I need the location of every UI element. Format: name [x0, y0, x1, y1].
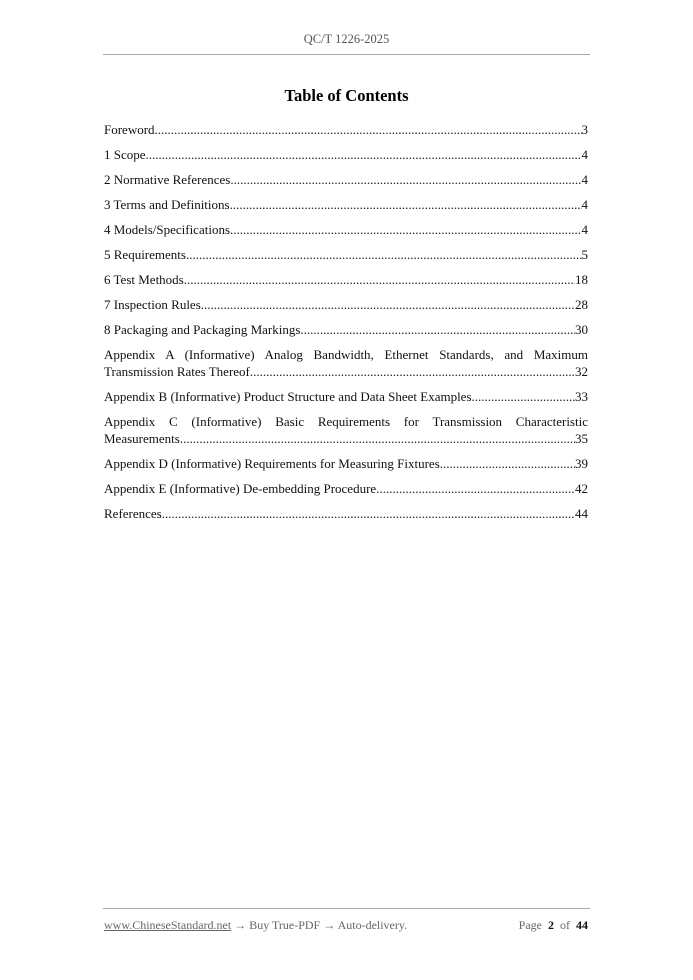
toc-entry-inspection-rules[interactable] [104, 296, 588, 313]
toc-entry-references[interactable] [104, 505, 588, 522]
toc-entry-title: 5 Requirements [104, 247, 186, 262]
current-page: 2 [548, 918, 554, 932]
footer-promo [104, 918, 407, 933]
toc-entry-page: 18 [575, 272, 588, 287]
toc-entry-page: 5 [581, 247, 588, 262]
leader-dots [186, 246, 582, 263]
toc-entry-title: References [104, 506, 162, 521]
total-pages: 44 [576, 918, 588, 932]
leader-dots [180, 430, 575, 447]
toc-entry-normative-references[interactable] [104, 171, 588, 188]
toc-entry-packaging-markings[interactable] [104, 321, 588, 338]
leader-dots [184, 271, 575, 288]
leader-dots [472, 388, 575, 405]
toc-entry-page: 35 [575, 431, 588, 446]
toc-entry-page: 4 [581, 147, 588, 162]
leader-dots [146, 146, 582, 163]
toc-entry-page: 4 [581, 222, 588, 237]
of-label: of [560, 918, 570, 932]
leader-dots [162, 505, 575, 522]
toc-entry-title-line1: Appendix A (Informative) Analog Bandwidth, Ethernet Standards, and Maximum [104, 347, 588, 362]
leader-dots [300, 321, 575, 338]
footer-tagline: → Buy True-PDF → Auto-delivery. [231, 918, 408, 932]
toc-entry-page: 39 [575, 456, 588, 471]
table-of-contents [104, 121, 588, 530]
toc-entry-title: 7 Inspection Rules [104, 297, 201, 312]
toc-entry-page: 30 [575, 322, 588, 337]
toc-entry-title: 2 Normative References [104, 172, 231, 187]
toc-entry-page: 4 [581, 197, 588, 212]
toc-entry-page: 33 [575, 389, 588, 404]
footer-divider [103, 908, 590, 909]
toc-entry-title: Appendix B (Informative) Product Structure and Data Sheet Examples [104, 389, 472, 404]
toc-entry-page: 3 [581, 122, 588, 137]
site-link[interactable]: www.ChineseStandard.net [104, 918, 232, 932]
toc-entry-title: Appendix D (Informative) Requirements for Measuring Fixtures [104, 456, 440, 471]
toc-entry-test-methods[interactable] [104, 271, 588, 288]
toc-entry-title: Foreword [104, 122, 155, 137]
toc-entry-scope[interactable] [104, 146, 588, 163]
toc-entry-page: 4 [581, 172, 588, 187]
toc-entry-title: 8 Packaging and Packaging Markings [104, 322, 301, 337]
leader-dots [250, 363, 575, 380]
toc-entry-page: 28 [575, 297, 588, 312]
leader-dots [230, 221, 581, 238]
toc-entry-page: 32 [575, 364, 588, 379]
leader-dots [440, 455, 575, 472]
toc-entry-requirements[interactable] [104, 246, 588, 263]
toc-entry-page: 42 [575, 481, 588, 496]
toc-entry-title: 3 Terms and Definitions [104, 197, 230, 212]
leader-dots [230, 171, 581, 188]
toc-entry-title-line2: Measurements [104, 431, 180, 446]
page-number [519, 918, 588, 933]
header-divider [103, 54, 590, 55]
leader-dots [155, 121, 582, 138]
toc-entry-models-specifications[interactable] [104, 221, 588, 238]
toc-entry-title: 6 Test Methods [104, 272, 184, 287]
toc-entry-appendix-b[interactable] [104, 388, 588, 405]
page-footer [104, 918, 588, 933]
toc-entry-title: 4 Models/Specifications [104, 222, 231, 237]
leader-dots [201, 296, 575, 313]
page-label: Page [518, 918, 542, 932]
toc-entry-appendix-d[interactable] [104, 455, 588, 472]
toc-entry-appendix-a[interactable] [104, 346, 588, 380]
running-header: QC/T 1226-2025 [303, 32, 390, 46]
leader-dots [376, 480, 575, 497]
toc-entry-title-line1: Appendix C (Informative) Basic Requirements for Transmission Characteristic [104, 414, 588, 429]
toc-entry-title-line2: Transmission Rates Thereof [104, 364, 250, 379]
toc-entry-page: 44 [575, 506, 588, 521]
toc-entry-foreword[interactable] [104, 121, 588, 138]
toc-title: Table of Contents [284, 86, 409, 105]
toc-entry-title: 1 Scope [104, 147, 146, 162]
toc-entry-appendix-c[interactable] [104, 413, 588, 447]
leader-dots [230, 196, 582, 213]
toc-entry-title: Appendix E (Informative) De-embedding Procedure [104, 481, 377, 496]
toc-entry-appendix-e[interactable] [104, 480, 588, 497]
toc-entry-terms-definitions[interactable] [104, 196, 588, 213]
